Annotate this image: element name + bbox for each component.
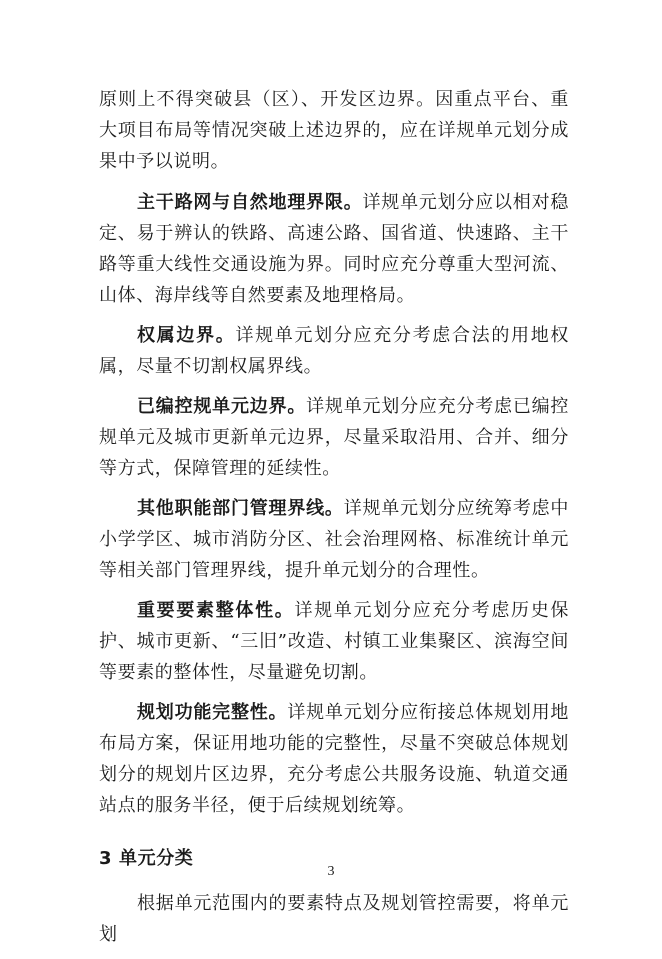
item-text: 详规单元划分应充分考虑合法的用地权属，尽量不切割权属界线。 [99, 325, 570, 377]
item-text: 详规单元划分应以相对稳定、易于辨认的铁路、高速公路、国省道、快速路、主干路等重大线性交通设施为界。同时应充分尊重大型河流、山体、海岸线等自然要素及地理格局。 [99, 192, 569, 306]
item-lead: 主干路网与自然地理界限。 [137, 192, 363, 213]
item-lead: 已编控规单元边界。 [137, 396, 307, 417]
item-lead: 权属边界。 [137, 325, 236, 346]
item-text: 详规单元划分应充分考虑历史保护、城市更新、“三旧”改造、村镇工业集聚区、滨海空间等要素的整体性，尽量避免切割。 [99, 600, 569, 683]
intro-paragraph: 原则上不得突破县（区）、开发区边界。因重点平台、重大项目布局等情况突破上述边界的，应在详规单元划分成果中予以说明。 [99, 89, 569, 172]
item-element-integrity [99, 595, 569, 688]
page-content [99, 84, 569, 959]
section-heading: 3 单元分类 [99, 848, 194, 869]
item-lead: 其他职能部门管理界线。 [137, 498, 344, 519]
item-ownership-boundaries [99, 320, 569, 382]
item-lead: 规划功能完整性。 [137, 702, 288, 723]
section-paragraph: 根据单元范围内的要素特点及规划管控需要，将单元划 [99, 893, 569, 945]
page-number: 3 [327, 864, 335, 879]
item-lead: 重要要素整体性。 [137, 600, 295, 621]
item-existing-regulatory-units [99, 391, 569, 484]
item-text: 详规单元划分应统筹考虑中小学学区、城市消防分区、社会治理网格、标准统计单元等相关部门管理界线，提升单元划分的合理性。 [99, 498, 569, 581]
item-text: 详规单元划分应充分考虑已编控规单元及城市更新单元边界，尽量采取沿用、合并、细分等方式，保障管理的延续性。 [99, 396, 569, 479]
item-department-boundaries [99, 493, 569, 586]
item-text: 详规单元划分应衔接总体规划用地布局方案，保证用地功能的完整性，尽量不突破总体规划划分的规划片区边界，充分考虑公共服务设施、轨道交通站点的服务半径，便于后续规划统筹。 [99, 702, 569, 816]
item-main-roads-natural-boundaries [99, 187, 569, 311]
item-function-integrity [99, 697, 569, 821]
